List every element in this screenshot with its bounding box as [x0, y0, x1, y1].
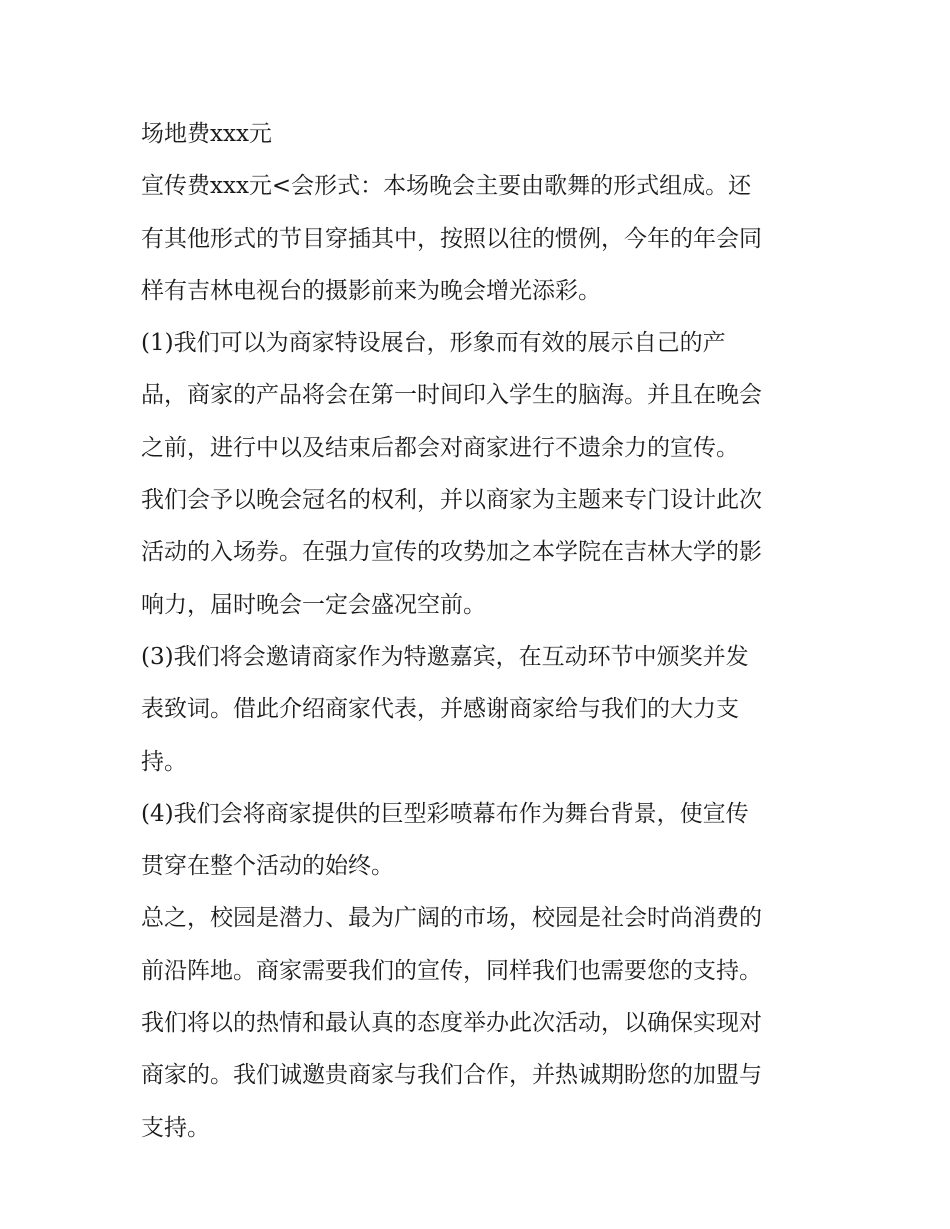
text-line: 我们会予以晚会冠名的权利，并以商家为主题来专门设计此次 [141, 487, 762, 514]
text-line: 活动的入场券。在强力宣传的攻势加之本学院在吉林大学的影 [141, 539, 762, 566]
text-line: 商家的。我们诚邀贵商家与我们合作，并热诚期盼您的加盟与 [141, 1062, 762, 1089]
text-line: 之前，进行中以及结束后都会对商家进行不遗余力的宣传。 [141, 434, 739, 461]
text-line: 持。 [141, 748, 187, 775]
text-line: 品，商家的产品将会在第一时间印入学生的脑海。并且在晚会 [141, 382, 762, 409]
text-line: 表致词。借此介绍商家代表，并感谢商家给与我们的大力支 [141, 696, 739, 723]
text-line: 宣传费xxx元<会形式：本场晚会主要由歌舞的形式组成。还 [141, 173, 752, 200]
text-line: 样有吉林电视台的摄影前来为晚会增光添彩。 [141, 277, 601, 304]
text-line: 我们将以的热情和最认真的态度举办此次活动，以确保实现对 [141, 1010, 762, 1037]
text-line: (4)我们会将商家提供的巨型彩喷幕布作为舞台背景，使宣传 [141, 800, 749, 827]
text-line: (3)我们将会邀请商家作为特邀嘉宾，在互动环节中颁奖并发 [141, 643, 749, 670]
text-line: 场地费xxx元 [141, 121, 272, 147]
text-line: 支持。 [141, 1114, 210, 1141]
text-line: 响力，届时晚会一定会盛况空前。 [141, 591, 486, 618]
text-line: (1)我们可以为商家特设展台，形象而有效的展示自己的产 [141, 330, 726, 357]
text-line: 有其他形式的节目穿插其中，按照以往的惯例，今年的年会同 [141, 225, 762, 252]
text-line: 前沿阵地。商家需要我们的宣传，同样我们也需要您的支持。 [141, 957, 762, 984]
document-body [141, 108, 821, 1154]
text-line: 贯穿在整个活动的始终。 [141, 853, 394, 880]
text-line: 总之，校园是潜力、最为广阔的市场，校园是社会时尚消费的 [141, 905, 762, 932]
